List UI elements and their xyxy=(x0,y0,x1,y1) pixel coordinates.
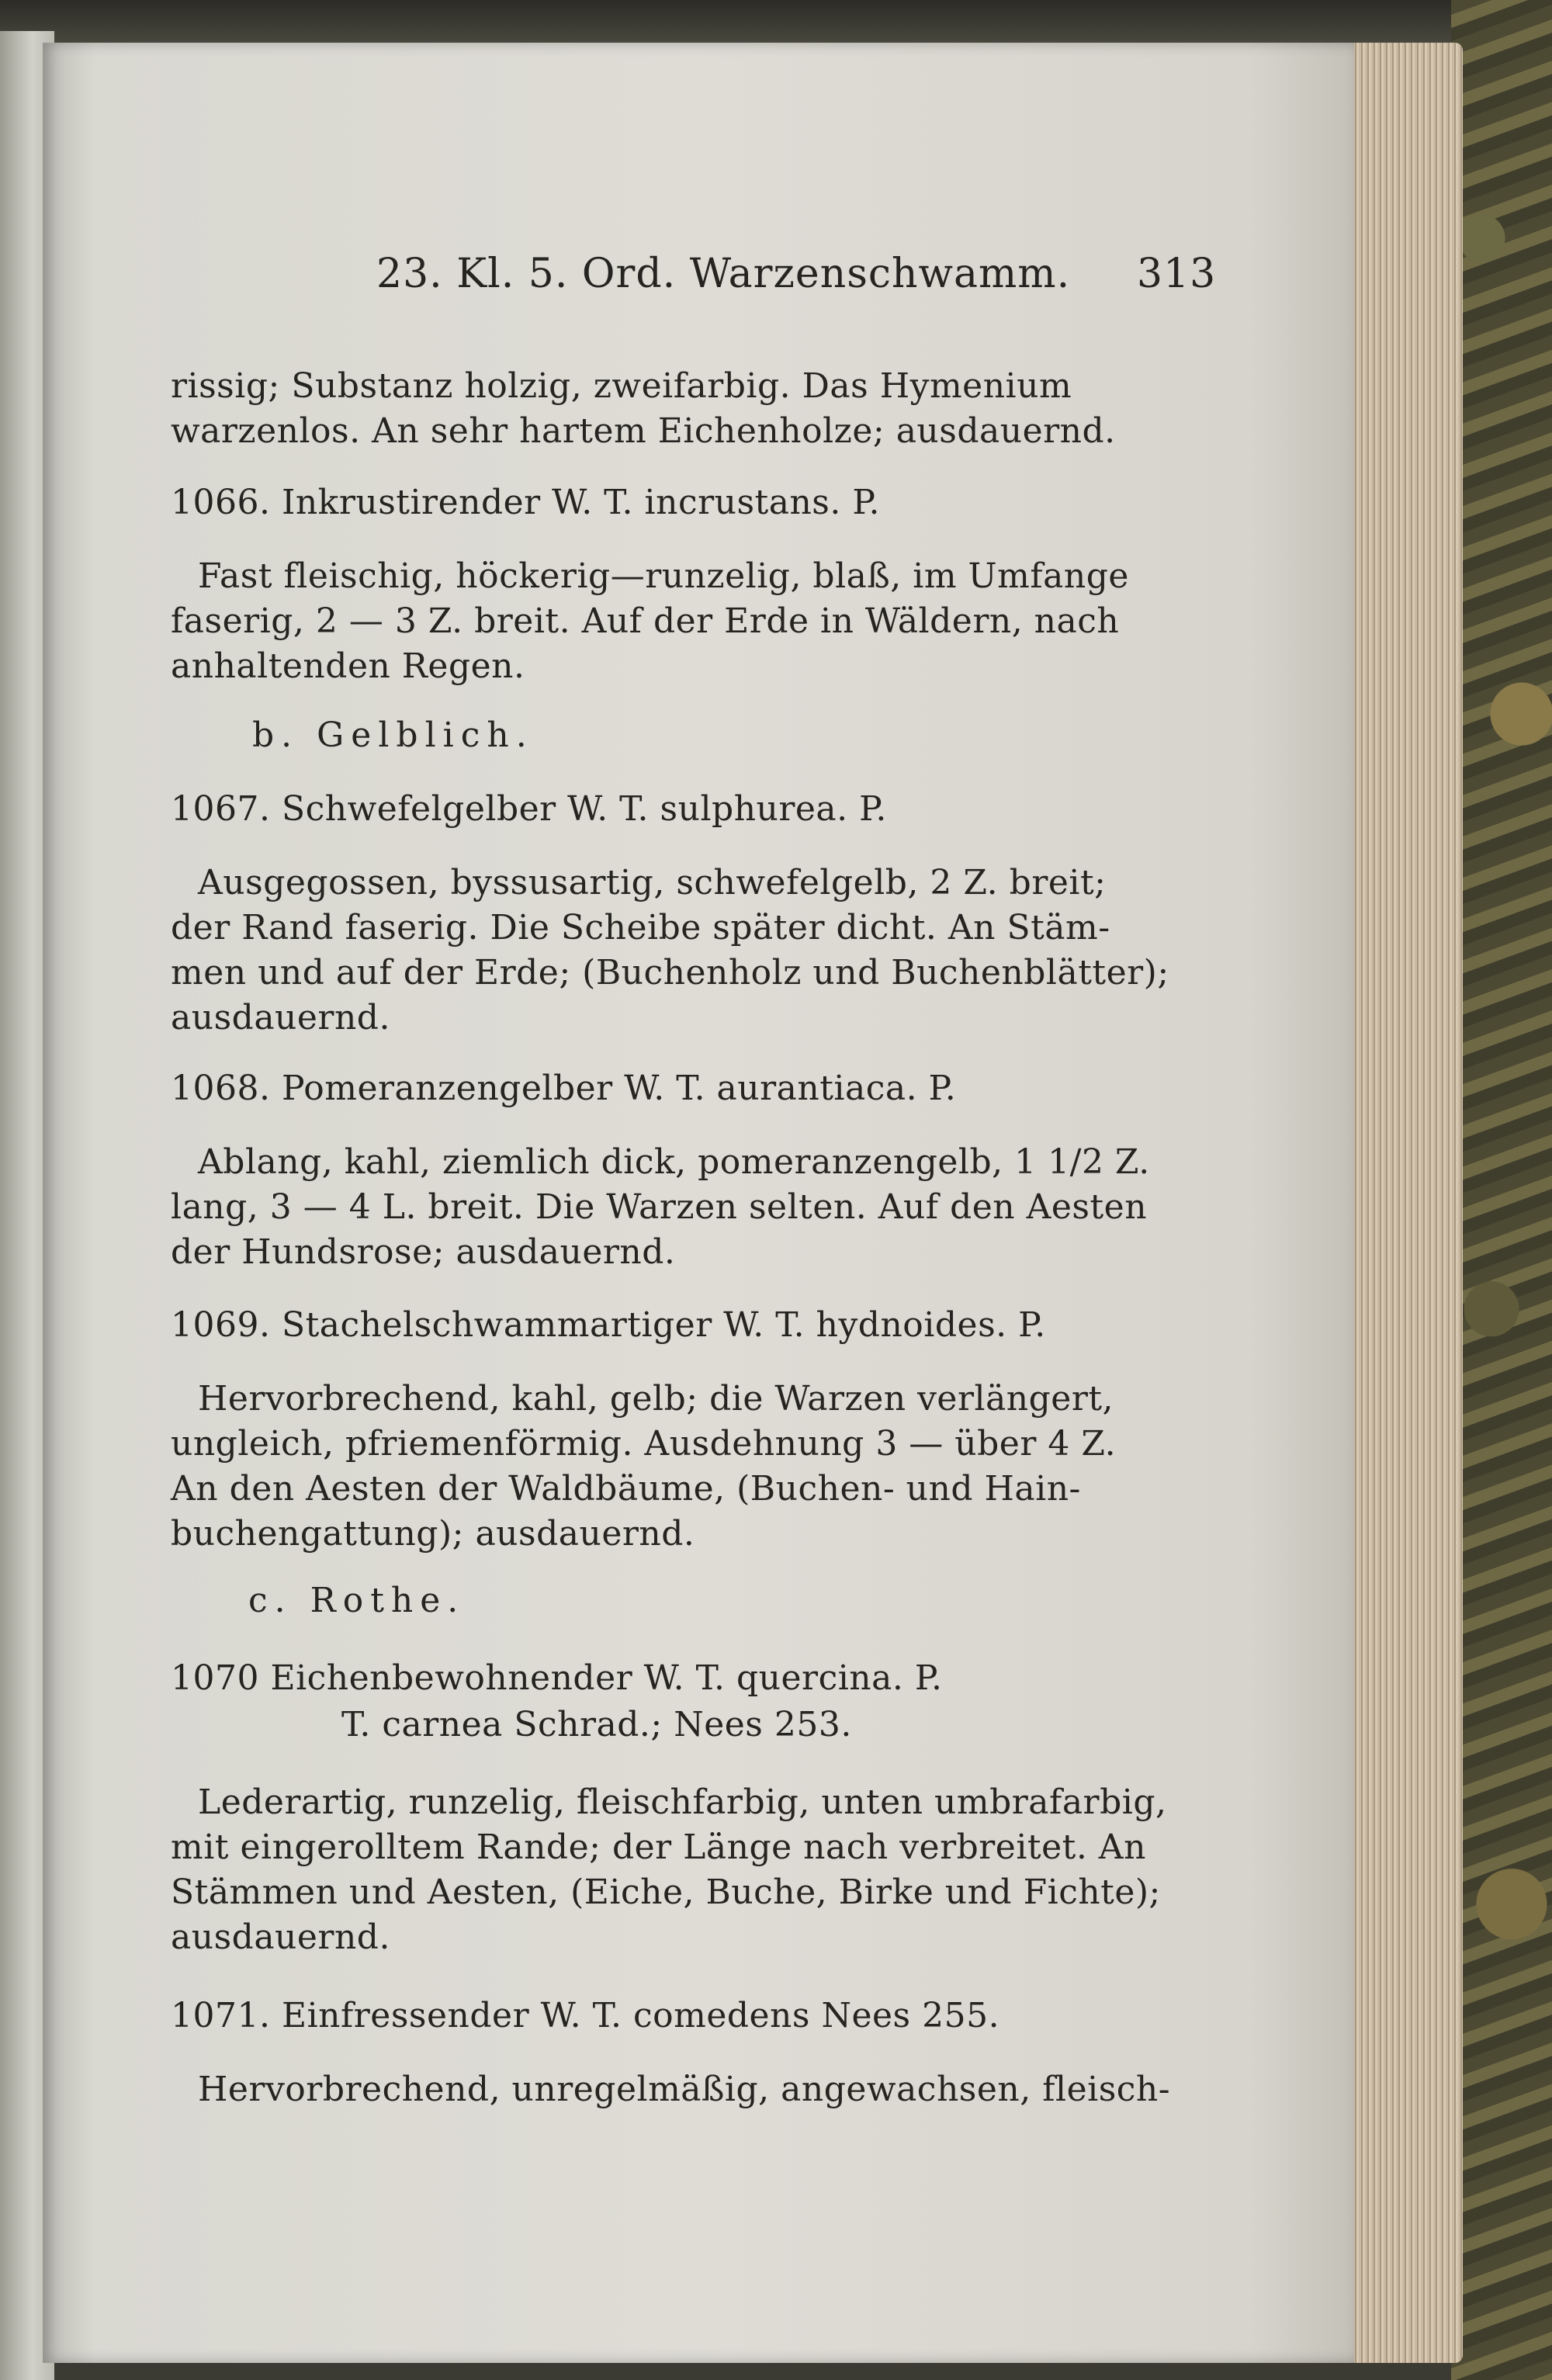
text-line: der Hundsrose; ausdauernd. xyxy=(171,1232,676,1272)
text-line: Hervorbrechend, unregelmäßig, angewachsen, fleisch- xyxy=(198,2070,1171,2109)
entry-heading-1068: 1068. Pomeranzengelber W. T. aurantiaca. P. xyxy=(171,1069,957,1108)
text-line: Stämmen und Aesten, (Eiche, Buche, Birke und Fichte); xyxy=(171,1872,1161,1912)
text-line: Fast fleischig, höckerig—runzelig, blaß, im Umfange xyxy=(198,556,1129,596)
running-head: 23. Kl. 5. Ord. Warzenschwamm. xyxy=(376,251,1071,297)
text-line: Ablang, kahl, ziemlich dick, pomeranzengelb, 1 1/2 Z. xyxy=(198,1142,1150,1182)
section-heading-gelblich: b. Gelblich. xyxy=(252,715,534,755)
page-stack-edge xyxy=(1346,43,1463,2363)
text-line: ausdauernd. xyxy=(171,998,390,1038)
synonym-line: T. carnea Schrad.; Nees 253. xyxy=(341,1705,852,1744)
text-line: mit eingerolltem Rande; der Länge nach verbreitet. An xyxy=(171,1827,1146,1867)
text-line: men und auf der Erde; (Buchenholz und Buchenblätter); xyxy=(171,953,1169,993)
text-line: Ausgegossen, byssusartig, schwefelgelb, 2 Z. breit; xyxy=(198,863,1107,902)
entry-heading-1066: 1066. Inkrustirender W. T. incrustans. P. xyxy=(171,483,881,522)
text-line: An den Aesten der Waldbäume, (Buchen- und Hain- xyxy=(171,1469,1081,1509)
text-line: rissig; Substanz holzig, zweifarbig. Das Hymenium xyxy=(171,366,1072,406)
entry-heading-1071: 1071. Einfressender W. T. comedens Nees 255. xyxy=(171,1996,1000,2035)
text-line: faserig, 2 — 3 Z. breit. Auf der Erde in Wäldern, nach xyxy=(171,601,1120,641)
entry-heading-1070: 1070 Eichenbewohnender W. T. quercina. P. xyxy=(171,1658,943,1698)
text-line: lang, 3 — 4 L. breit. Die Warzen selten. Auf den Aesten xyxy=(171,1187,1148,1227)
page-number: 313 xyxy=(1137,251,1217,297)
text-line: anhaltenden Regen. xyxy=(171,646,525,686)
section-heading-rothe: c. Rothe. xyxy=(248,1581,466,1620)
text-line: buchengattung); ausdauernd. xyxy=(171,1514,695,1554)
marbled-cover-board xyxy=(1451,0,1552,2380)
text-line: der Rand faserig. Die Scheibe später dicht. An Stäm- xyxy=(171,908,1110,947)
text-line: warzenlos. An sehr hartem Eichenholze; ausdauernd. xyxy=(171,411,1116,451)
text-line: Hervorbrechend, kahl, gelb; die Warzen verlängert, xyxy=(198,1379,1114,1419)
entry-heading-1067: 1067. Schwefelgelber W. T. sulphurea. P. xyxy=(171,789,887,829)
book-top-strip xyxy=(0,0,1552,47)
text-line: ungleich, pfriemenförmig. Ausdehnung 3 — über 4 Z. xyxy=(171,1424,1117,1464)
entry-heading-1069: 1069. Stachelschwammartiger W. T. hydnoides. P. xyxy=(171,1305,1046,1345)
text-line: Lederartig, runzelig, fleischfarbig, unten umbrafarbig, xyxy=(198,1782,1167,1822)
book-page xyxy=(43,43,1354,2363)
text-line: ausdauernd. xyxy=(171,1918,390,1957)
